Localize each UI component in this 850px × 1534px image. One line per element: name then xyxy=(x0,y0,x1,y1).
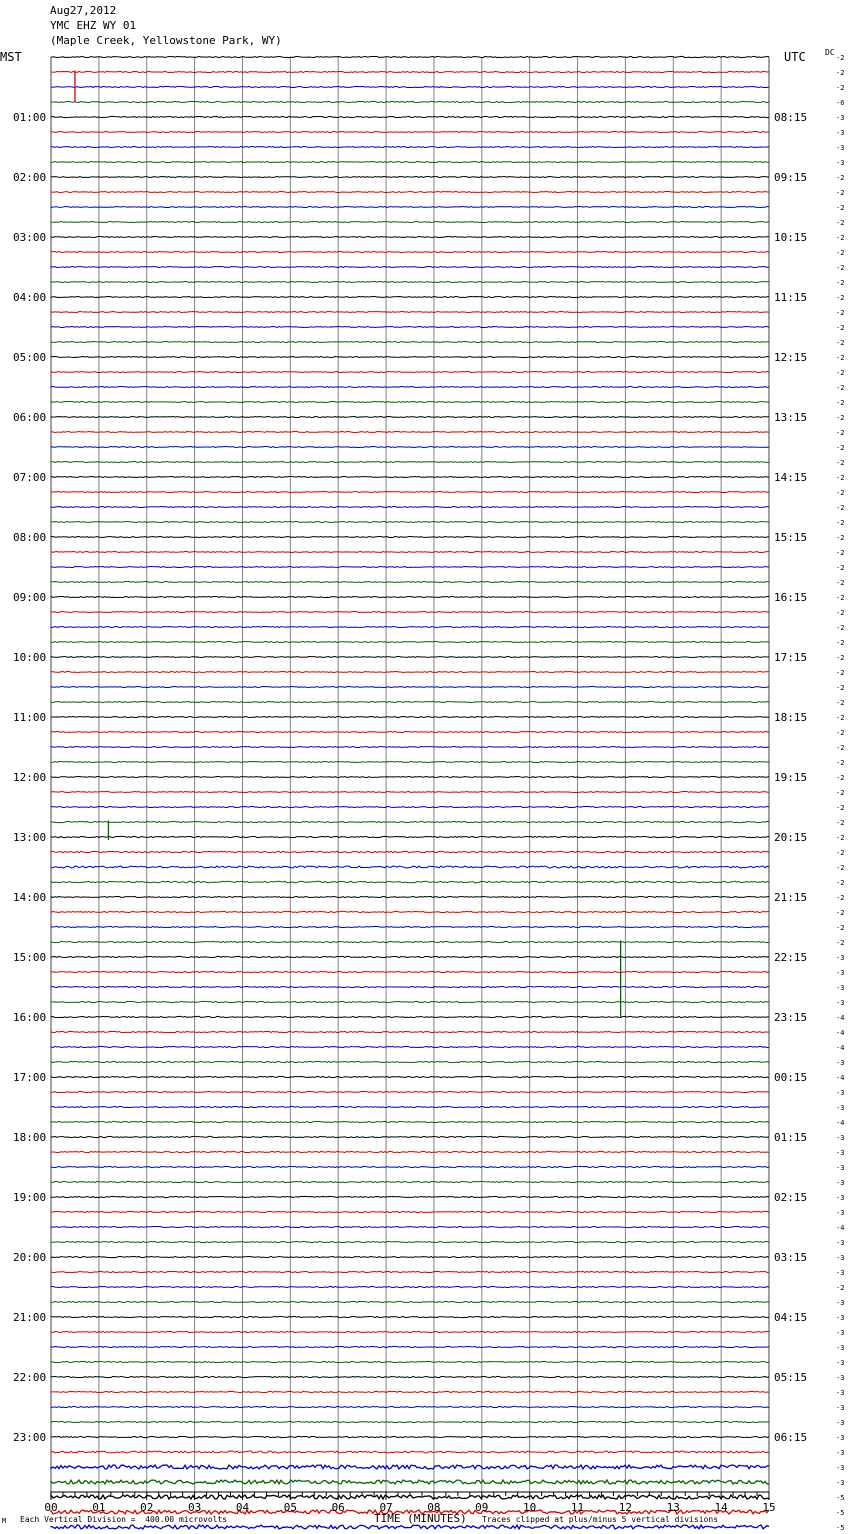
dc-offset-label: -2 xyxy=(836,234,845,242)
x-tick-label: 11 xyxy=(570,1501,585,1514)
dc-offset-label: -2 xyxy=(836,354,845,362)
x-tick-label: 00 xyxy=(44,1501,58,1514)
dc-offset-label: -2 xyxy=(836,834,845,842)
utc-hour-label: 02:15 xyxy=(774,1191,808,1204)
x-axis-title: TIME (MINUTES) xyxy=(374,1512,467,1525)
dc-offset-label: -2 xyxy=(836,444,845,452)
trace-row-21 xyxy=(51,372,769,373)
dc-offset-label: -2 xyxy=(836,294,845,302)
mst-hour-label: 02:00 xyxy=(13,171,47,184)
x-tick-label: 09 xyxy=(475,1501,489,1514)
x-tick-label: 01 xyxy=(92,1501,106,1514)
utc-hour-label: 05:15 xyxy=(774,1371,808,1384)
trace-row-51 xyxy=(51,821,769,822)
dc-offset-label: -3 xyxy=(836,159,845,167)
trace-row-84 xyxy=(51,1316,769,1317)
trace-row-77 xyxy=(51,1211,769,1212)
trace-row-5 xyxy=(51,132,769,133)
dc-offset-label: -2 xyxy=(836,54,845,62)
x-tick-label: 13 xyxy=(666,1501,680,1514)
utc-hour-label: 18:15 xyxy=(774,711,808,724)
dc-offset-label: -3 xyxy=(836,1164,845,1172)
x-tick-label: 04 xyxy=(235,1501,250,1514)
trace-row-43 xyxy=(51,702,769,703)
mst-hour-label: 10:00 xyxy=(13,651,47,664)
trace-row-65 xyxy=(51,1031,769,1032)
utc-hour-label: 10:15 xyxy=(774,231,808,244)
dc-offset-label: -4 xyxy=(836,1014,845,1022)
x-tick-label: 06 xyxy=(331,1501,345,1514)
trace-row-57 xyxy=(51,911,769,912)
dc-offset-label: -3 xyxy=(836,954,845,962)
utc-hour-label: 23:15 xyxy=(774,1011,808,1024)
trace-row-24 xyxy=(51,417,769,418)
dc-offset-label: -2 xyxy=(836,729,845,737)
trace-row-0 xyxy=(51,56,769,57)
trace-row-12 xyxy=(51,237,769,238)
mst-hour-label: 06:00 xyxy=(13,411,47,424)
mst-hour-label: 07:00 xyxy=(13,471,47,484)
dc-offset-label: -2 xyxy=(836,699,845,707)
x-tick-label: 05 xyxy=(283,1501,297,1514)
trace-row-86 xyxy=(51,1346,769,1347)
trace-row-39 xyxy=(51,642,769,643)
trace-row-87 xyxy=(51,1361,769,1362)
mst-hour-label: 08:00 xyxy=(13,531,47,544)
dc-offset-label: -2 xyxy=(836,714,845,722)
trace-row-33 xyxy=(51,552,769,553)
mst-hour-label: 19:00 xyxy=(13,1191,47,1204)
mst-hour-label: 18:00 xyxy=(13,1131,47,1144)
dc-offset-label: -4 xyxy=(836,1224,845,1232)
mst-hour-label: 20:00 xyxy=(13,1251,47,1264)
trace-row-22 xyxy=(51,387,769,388)
dc-offset-label: -3 xyxy=(836,1419,845,1427)
trace-row-45 xyxy=(51,732,769,733)
dc-offset-label: -6 xyxy=(836,99,845,107)
trace-row-8 xyxy=(51,177,769,178)
dc-offset-label: -2 xyxy=(836,609,845,617)
dc-offset-label: -3 xyxy=(836,1389,845,1397)
trace-row-29 xyxy=(51,492,769,493)
dc-offset-label: -2 xyxy=(836,564,845,572)
utc-hour-label: 20:15 xyxy=(774,831,808,844)
dc-offset-label: -2 xyxy=(836,579,845,587)
trace-row-34 xyxy=(51,567,769,568)
dc-offset-label: -4 xyxy=(836,1074,845,1082)
dc-offset-label: -5 xyxy=(836,1494,845,1502)
dc-offset-label: -3 xyxy=(836,1254,845,1262)
trace-row-20 xyxy=(51,357,769,358)
dc-offset-label: -2 xyxy=(836,189,845,197)
dc-offset-label: -2 xyxy=(836,849,845,857)
trace-row-58 xyxy=(51,926,769,927)
dc-offset-label: -2 xyxy=(836,309,845,317)
dc-offset-label: -3 xyxy=(836,984,845,992)
utc-axis-label: UTC xyxy=(784,50,806,64)
dc-offset-label: -2 xyxy=(836,69,845,77)
dc-offset-label: -5 xyxy=(836,1524,845,1532)
trace-row-79 xyxy=(51,1241,769,1242)
mst-hour-label: 05:00 xyxy=(13,351,47,364)
trace-row-78 xyxy=(51,1226,769,1227)
corner-mark: M xyxy=(2,1517,7,1525)
utc-hour-label: 04:15 xyxy=(774,1311,808,1324)
mst-hour-label: 14:00 xyxy=(13,891,47,904)
trace-row-89 xyxy=(51,1391,769,1392)
trace-row-90 xyxy=(51,1406,769,1407)
mst-axis-label: MST xyxy=(0,50,22,64)
utc-hour-label: 21:15 xyxy=(774,891,808,904)
trace-row-61 xyxy=(51,971,769,972)
trace-row-36 xyxy=(51,597,769,598)
trace-row-85 xyxy=(51,1331,769,1332)
trace-row-47 xyxy=(51,762,769,763)
trace-row-98 xyxy=(51,1525,769,1529)
trace-row-9 xyxy=(51,192,769,193)
dc-offset-label: -2 xyxy=(836,939,845,947)
trace-row-70 xyxy=(51,1106,769,1107)
trace-row-94 xyxy=(51,1465,769,1469)
trace-row-10 xyxy=(51,207,769,208)
trace-row-67 xyxy=(51,1061,769,1062)
trace-row-53 xyxy=(51,851,769,853)
utc-hour-label: 14:15 xyxy=(774,471,808,484)
trace-row-60 xyxy=(51,956,769,957)
trace-row-1 xyxy=(51,71,769,72)
trace-row-68 xyxy=(51,1076,769,1077)
dc-offset-label: -3 xyxy=(836,1149,845,1157)
dc-offset-label: -3 xyxy=(836,1209,845,1217)
station-code: YMC EHZ WY 01 xyxy=(50,19,137,32)
mst-hour-label: 23:00 xyxy=(13,1431,47,1444)
x-tick-label: 14 xyxy=(714,1501,728,1514)
utc-hour-label: 15:15 xyxy=(774,531,808,544)
trace-row-76 xyxy=(51,1196,769,1197)
trace-row-37 xyxy=(51,612,769,613)
dc-offset-label: -2 xyxy=(836,399,845,407)
mst-hour-label: 17:00 xyxy=(13,1071,47,1084)
dc-offset-label: -2 xyxy=(836,384,845,392)
scale-note: Each Vertical Division = 400.00 microvolts xyxy=(20,1515,228,1524)
mst-hour-label: 03:00 xyxy=(13,231,47,244)
dc-offset-label: -4 xyxy=(836,1029,845,1037)
dc-offset-label: -2 xyxy=(836,819,845,827)
trace-row-63 xyxy=(51,1001,769,1002)
trace-row-81 xyxy=(51,1271,769,1272)
x-tick-label: 10 xyxy=(523,1501,537,1514)
trace-row-30 xyxy=(51,507,769,508)
dc-offset-label: -3 xyxy=(836,1134,845,1142)
dc-offset-label: -3 xyxy=(836,1464,845,1472)
dc-offset-label: -2 xyxy=(836,369,845,377)
trace-row-71 xyxy=(51,1121,769,1122)
dc-offset-label: -3 xyxy=(836,114,845,122)
dc-offset-label: -2 xyxy=(836,684,845,692)
trace-row-88 xyxy=(51,1376,769,1377)
dc-offset-label: -3 xyxy=(836,1314,845,1322)
trace-row-7 xyxy=(51,162,769,163)
mst-hour-label: 22:00 xyxy=(13,1371,47,1384)
dc-offset-label: -3 xyxy=(836,1179,845,1187)
dc-offset-label: -2 xyxy=(836,789,845,797)
utc-hour-label: 08:15 xyxy=(774,111,808,124)
dc-offset-label: -2 xyxy=(836,624,845,632)
mst-hour-label: 15:00 xyxy=(13,951,47,964)
trace-row-42 xyxy=(51,687,769,688)
trace-row-69 xyxy=(51,1091,769,1092)
utc-hour-label: 19:15 xyxy=(774,771,808,784)
x-tick-label: 15 xyxy=(762,1501,776,1514)
mst-hour-label: 11:00 xyxy=(13,711,47,724)
station-location: (Maple Creek, Yellowstone Park, WY) xyxy=(50,34,282,47)
dc-offset-label: -2 xyxy=(836,264,845,272)
dc-offset-label: -3 xyxy=(836,1299,845,1307)
utc-hour-label: 12:15 xyxy=(774,351,808,364)
trace-row-38 xyxy=(51,627,769,628)
dc-offset-label: -4 xyxy=(836,1119,845,1127)
dc-offset-label: -2 xyxy=(836,639,845,647)
trace-row-16 xyxy=(51,297,769,298)
trace-row-66 xyxy=(51,1046,769,1047)
utc-hour-label: 13:15 xyxy=(774,411,808,424)
trace-row-64 xyxy=(51,1016,769,1017)
dc-offset-label: -2 xyxy=(836,474,845,482)
dc-offset-label: -2 xyxy=(836,534,845,542)
trace-row-80 xyxy=(51,1256,769,1257)
trace-row-3 xyxy=(51,101,769,102)
trace-row-32 xyxy=(51,537,769,538)
trace-row-54 xyxy=(51,866,769,868)
dc-label: DC xyxy=(825,48,835,57)
mst-hour-label: 04:00 xyxy=(13,291,47,304)
x-tick-label: 07 xyxy=(379,1501,393,1514)
trace-row-50 xyxy=(51,806,769,807)
dc-offset-label: -3 xyxy=(836,1404,845,1412)
x-tick-label: 03 xyxy=(187,1501,202,1514)
trace-row-41 xyxy=(51,672,769,673)
trace-row-15 xyxy=(51,282,769,283)
trace-row-35 xyxy=(51,582,769,583)
dc-offset-label: -2 xyxy=(836,669,845,677)
dc-offset-label: -3 xyxy=(836,1479,845,1487)
x-tick-label: 08 xyxy=(427,1501,441,1514)
trace-row-82 xyxy=(51,1286,769,1287)
trace-row-31 xyxy=(51,522,769,523)
dc-offset-label: -3 xyxy=(836,1239,845,1247)
dc-offset-label: -3 xyxy=(836,1359,845,1367)
dc-offset-label: -3 xyxy=(836,999,845,1007)
dc-offset-label: -2 xyxy=(836,219,845,227)
trace-row-92 xyxy=(51,1436,769,1437)
x-tick-label: 02 xyxy=(140,1501,154,1514)
dc-offset-label: -2 xyxy=(836,84,845,92)
dc-offset-label: -3 xyxy=(836,144,845,152)
trace-row-23 xyxy=(51,402,769,403)
dc-offset-label: -2 xyxy=(836,414,845,422)
chart-date: Aug27,2012 xyxy=(50,4,117,17)
trace-row-75 xyxy=(51,1181,769,1182)
trace-row-46 xyxy=(51,747,769,748)
dc-offset-label: -2 xyxy=(836,804,845,812)
trace-row-56 xyxy=(51,896,769,897)
dc-offset-label: -2 xyxy=(836,879,845,887)
trace-row-19 xyxy=(51,342,769,343)
dc-offset-label: -3 xyxy=(836,969,845,977)
trace-row-49 xyxy=(51,792,769,793)
utc-hour-label: 00:15 xyxy=(774,1071,808,1084)
dc-offset-label: -5 xyxy=(836,1509,845,1517)
dc-offset-label: -3 xyxy=(836,1344,845,1352)
mst-hour-label: 01:00 xyxy=(13,111,47,124)
trace-row-40 xyxy=(51,657,769,658)
trace-row-13 xyxy=(51,252,769,253)
trace-row-28 xyxy=(51,477,769,478)
dc-offset-label: -2 xyxy=(836,744,845,752)
trace-row-18 xyxy=(51,327,769,328)
trace-row-52 xyxy=(51,836,769,837)
trace-row-25 xyxy=(51,432,769,433)
trace-row-72 xyxy=(51,1136,769,1137)
dc-offset-label: -2 xyxy=(836,909,845,917)
dc-offset-label: -3 xyxy=(836,1434,845,1442)
mst-hour-label: 21:00 xyxy=(13,1311,47,1324)
utc-hour-label: 22:15 xyxy=(774,951,808,964)
trace-row-11 xyxy=(51,222,769,223)
trace-row-83 xyxy=(51,1301,769,1302)
mst-hour-label: 09:00 xyxy=(13,591,47,604)
dc-offset-label: -2 xyxy=(836,204,845,212)
dc-offset-label: -2 xyxy=(836,1284,845,1292)
dc-offset-label: -2 xyxy=(836,324,845,332)
dc-offset-label: -2 xyxy=(836,519,845,527)
dc-offset-label: -2 xyxy=(836,774,845,782)
dc-offset-label: -3 xyxy=(836,1104,845,1112)
dc-offset-label: -2 xyxy=(836,594,845,602)
dc-offset-label: -2 xyxy=(836,759,845,767)
dc-offset-label: -3 xyxy=(836,1089,845,1097)
utc-hour-label: 03:15 xyxy=(774,1251,808,1264)
dc-offset-label: -3 xyxy=(836,1194,845,1202)
trace-row-6 xyxy=(51,147,769,148)
dc-offset-label: -3 xyxy=(836,1374,845,1382)
trace-row-74 xyxy=(51,1166,769,1167)
trace-row-73 xyxy=(51,1151,769,1152)
utc-hour-label: 06:15 xyxy=(774,1431,808,1444)
dc-offset-label: -2 xyxy=(836,459,845,467)
dc-offset-label: -3 xyxy=(836,1449,845,1457)
utc-hour-label: 17:15 xyxy=(774,651,808,664)
dc-offset-label: -2 xyxy=(836,894,845,902)
clip-note: Traces clipped at plus/minus 5 vertical divisions xyxy=(482,1515,719,1524)
mst-hour-label: 13:00 xyxy=(13,831,47,844)
trace-row-91 xyxy=(51,1421,769,1422)
trace-row-95 xyxy=(51,1480,769,1484)
dc-offset-label: -2 xyxy=(836,864,845,872)
dc-offset-label: -2 xyxy=(836,654,845,662)
trace-row-4 xyxy=(51,116,769,117)
dc-offset-label: -3 xyxy=(836,129,845,137)
dc-offset-label: -2 xyxy=(836,174,845,182)
dc-offset-label: -2 xyxy=(836,429,845,437)
utc-hour-label: 11:15 xyxy=(774,291,808,304)
dc-offset-label: -2 xyxy=(836,249,845,257)
dc-offset-label: -3 xyxy=(836,1269,845,1277)
trace-row-48 xyxy=(51,777,769,778)
utc-hour-label: 09:15 xyxy=(774,171,808,184)
dc-offset-label: -2 xyxy=(836,549,845,557)
trace-row-93 xyxy=(51,1451,769,1453)
utc-hour-label: 01:15 xyxy=(774,1131,808,1144)
trace-row-2 xyxy=(51,86,769,87)
trace-row-14 xyxy=(51,267,769,268)
dc-offset-label: -2 xyxy=(836,339,845,347)
dc-offset-label: -4 xyxy=(836,1044,845,1052)
utc-hour-label: 16:15 xyxy=(774,591,808,604)
dc-offset-label: -3 xyxy=(836,1329,845,1337)
dc-offset-label: -2 xyxy=(836,504,845,512)
trace-row-26 xyxy=(51,447,769,448)
dc-offset-label: -3 xyxy=(836,1059,845,1067)
trace-row-17 xyxy=(51,312,769,313)
dc-offset-label: -2 xyxy=(836,924,845,932)
trace-row-44 xyxy=(51,717,769,718)
trace-row-59 xyxy=(51,941,769,942)
trace-row-62 xyxy=(51,986,769,987)
dc-offset-label: -2 xyxy=(836,279,845,287)
mst-hour-label: 16:00 xyxy=(13,1011,47,1024)
x-tick-label: 12 xyxy=(618,1501,633,1514)
mst-hour-label: 12:00 xyxy=(13,771,47,784)
trace-row-27 xyxy=(51,462,769,463)
trace-row-55 xyxy=(51,881,769,883)
dc-offset-label: -2 xyxy=(836,489,845,497)
